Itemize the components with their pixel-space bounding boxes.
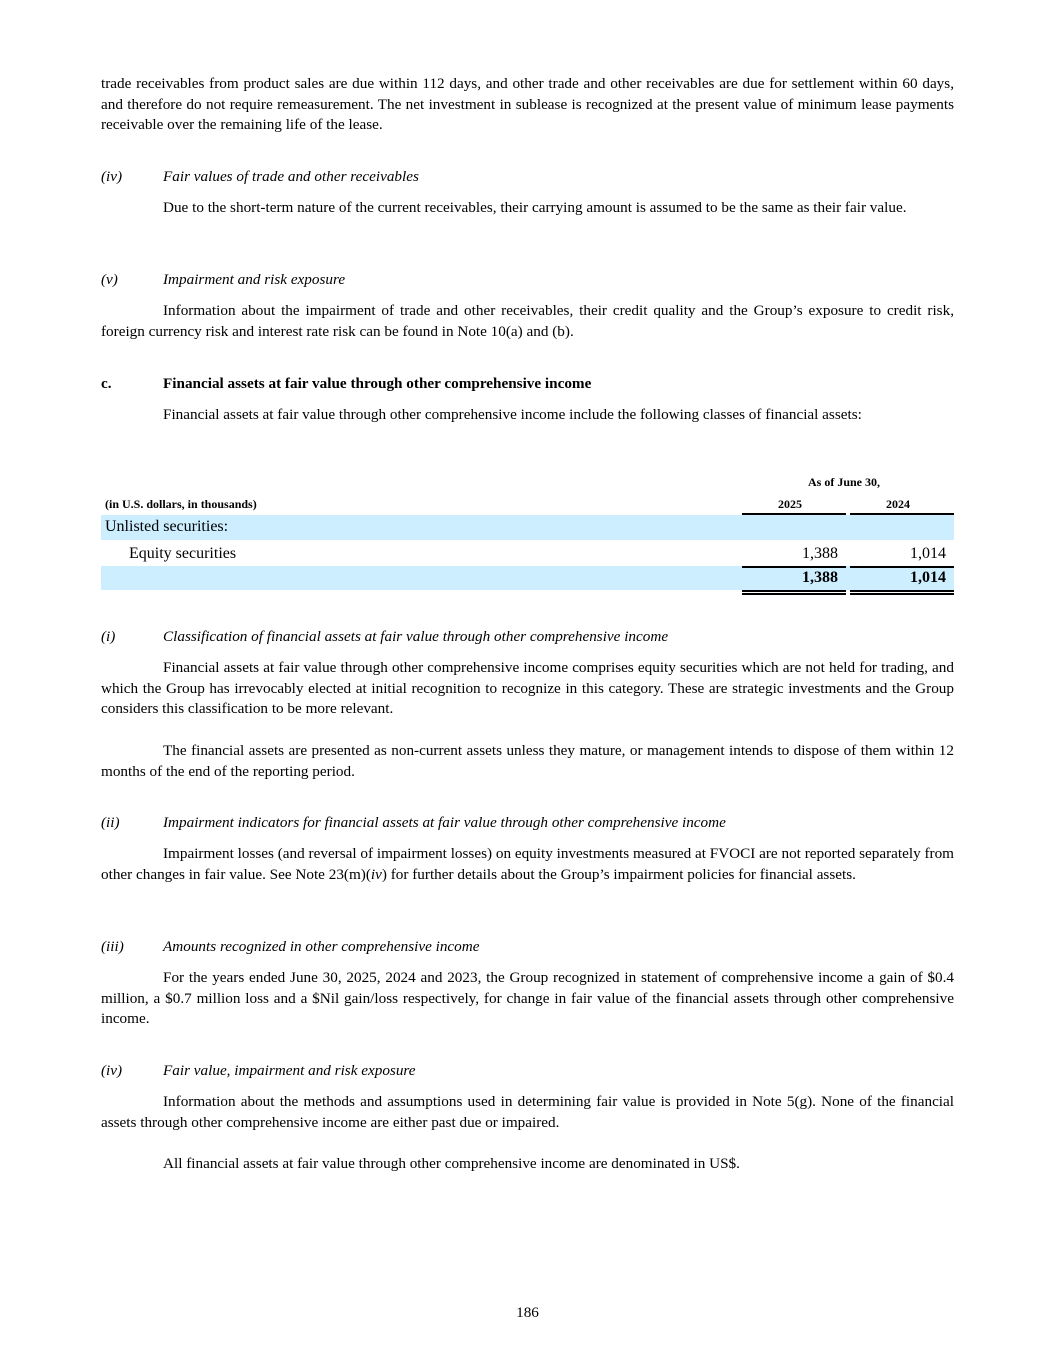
year-header-2024: 2024: [886, 497, 910, 511]
subtotal-rule: [742, 566, 846, 568]
heading-title: Amounts recognized in other comprehensive income: [163, 938, 480, 955]
row-label: Equity securities: [129, 545, 237, 562]
paragraph-denomination: All financial assets at fair value through other comprehensive income are denominated in US$.: [163, 1155, 740, 1172]
double-rule: [850, 590, 954, 592]
page-number: 186: [516, 1304, 539, 1321]
paragraph-impairment: Information about the impairment of trade and other receivables, their credit quality and the Group’s exposure to credit risk, foreign currency risk and interest rate risk can be found in Note 10(a) and (b).: [101, 302, 954, 340]
double-rule: [742, 593, 846, 595]
paragraph-receivables-terms: trade receivables from product sales are due within 112 days, and other trade and other receivables are due for settlement within 60 days, and therefore do not require remeasurement. The net investment in sublease is recognized at the present value of minimum lease payments receivable over the remaining life of the lease.: [101, 75, 954, 134]
double-rule: [742, 590, 846, 592]
text-italic: iv: [370, 865, 382, 883]
paragraph-fvoci-intro: Financial assets at fair value through other comprehensive income include the following classes of financial assets:: [163, 406, 862, 423]
heading-number: (v): [101, 271, 118, 288]
heading-title: Fair value, impairment and risk exposure: [163, 1062, 416, 1079]
heading-number: (iii): [101, 938, 124, 955]
paragraph-methods: Information about the methods and assumptions used in determining fair value is provided in Note 5(g). None of the financial assets through other comprehensive income are either past due or impaired.: [101, 1093, 954, 1131]
equity-2025: 1,388: [802, 545, 838, 562]
paragraph-non-current: The financial assets are presented as non-current assets unless they mature, or management intends to dispose of them within 12 months of the end of the reporting period.: [101, 742, 954, 780]
total-2025: 1,388: [802, 569, 838, 586]
heading-iv-fair-values: [101, 167, 954, 188]
heading-title: Impairment and risk exposure: [163, 271, 346, 288]
heading-number: (i): [101, 628, 116, 645]
period-header: As of June 30,: [807, 475, 880, 489]
heading-number: (ii): [101, 814, 120, 831]
heading-title: Financial assets at fair value through other comprehensive income: [163, 375, 592, 392]
equity-2024: 1,014: [910, 545, 946, 562]
heading-c-fvoci: [101, 374, 954, 395]
paragraph-impairment-indicators: [101, 844, 954, 885]
heading-number: c.: [101, 375, 112, 392]
text: ) for further details about the Group’s impairment policies for financial assets.: [381, 865, 856, 883]
heading-title: Fair values of trade and other receivables: [163, 168, 419, 185]
double-rule: [850, 593, 954, 595]
units-label: (in U.S. dollars, in thousands): [105, 497, 257, 511]
subtotal-rule: [850, 566, 954, 568]
heading-ii-impairment-indicators: [101, 813, 954, 834]
heading-title: Impairment indicators for financial assets at fair value through other comprehensive income: [163, 814, 726, 831]
year-header-2025: 2025: [778, 497, 802, 511]
section-row-band: [101, 515, 954, 540]
total-2024: 1,014: [910, 569, 946, 586]
paragraph-fair-values: Due to the short-term nature of the current receivables, their carrying amount is assumed to be the same as their fair value.: [163, 199, 907, 216]
heading-number: (iv): [101, 1062, 123, 1079]
heading-iv-risk-exposure: [101, 1061, 954, 1082]
text: Impairment losses (and reversal of impairment losses) on equity investments measured at FVOCI are not reported separately from other changes in fair value. See Note 23(m)(: [101, 845, 954, 883]
heading-iii-oci-amounts: [101, 937, 954, 958]
heading-v-impairment: [101, 270, 954, 291]
paragraph-oci-amounts: For the years ended June 30, 2025, 2024 and 2023, the Group recognized in statement of comprehensive income a gain of $0.4 million, a $0.7 million loss and a $Nil gain/loss respectively, for change in fair value of the financial assets through other comprehensive income.: [101, 969, 954, 1028]
heading-i-classification: [101, 627, 954, 648]
section-label: Unlisted securities:: [105, 518, 229, 535]
heading-number: (iv): [101, 168, 123, 185]
heading-title: Classification of financial assets at fair value through other comprehensive income: [163, 628, 669, 645]
paragraph-classification: Financial assets at fair value through other comprehensive income comprises equity securities which are not held for trading, and which the Group has irrevocably elected at initial recognition to recognize in this category. These are strategic investments and the Group considers this classification to be more relevant.: [101, 659, 954, 718]
